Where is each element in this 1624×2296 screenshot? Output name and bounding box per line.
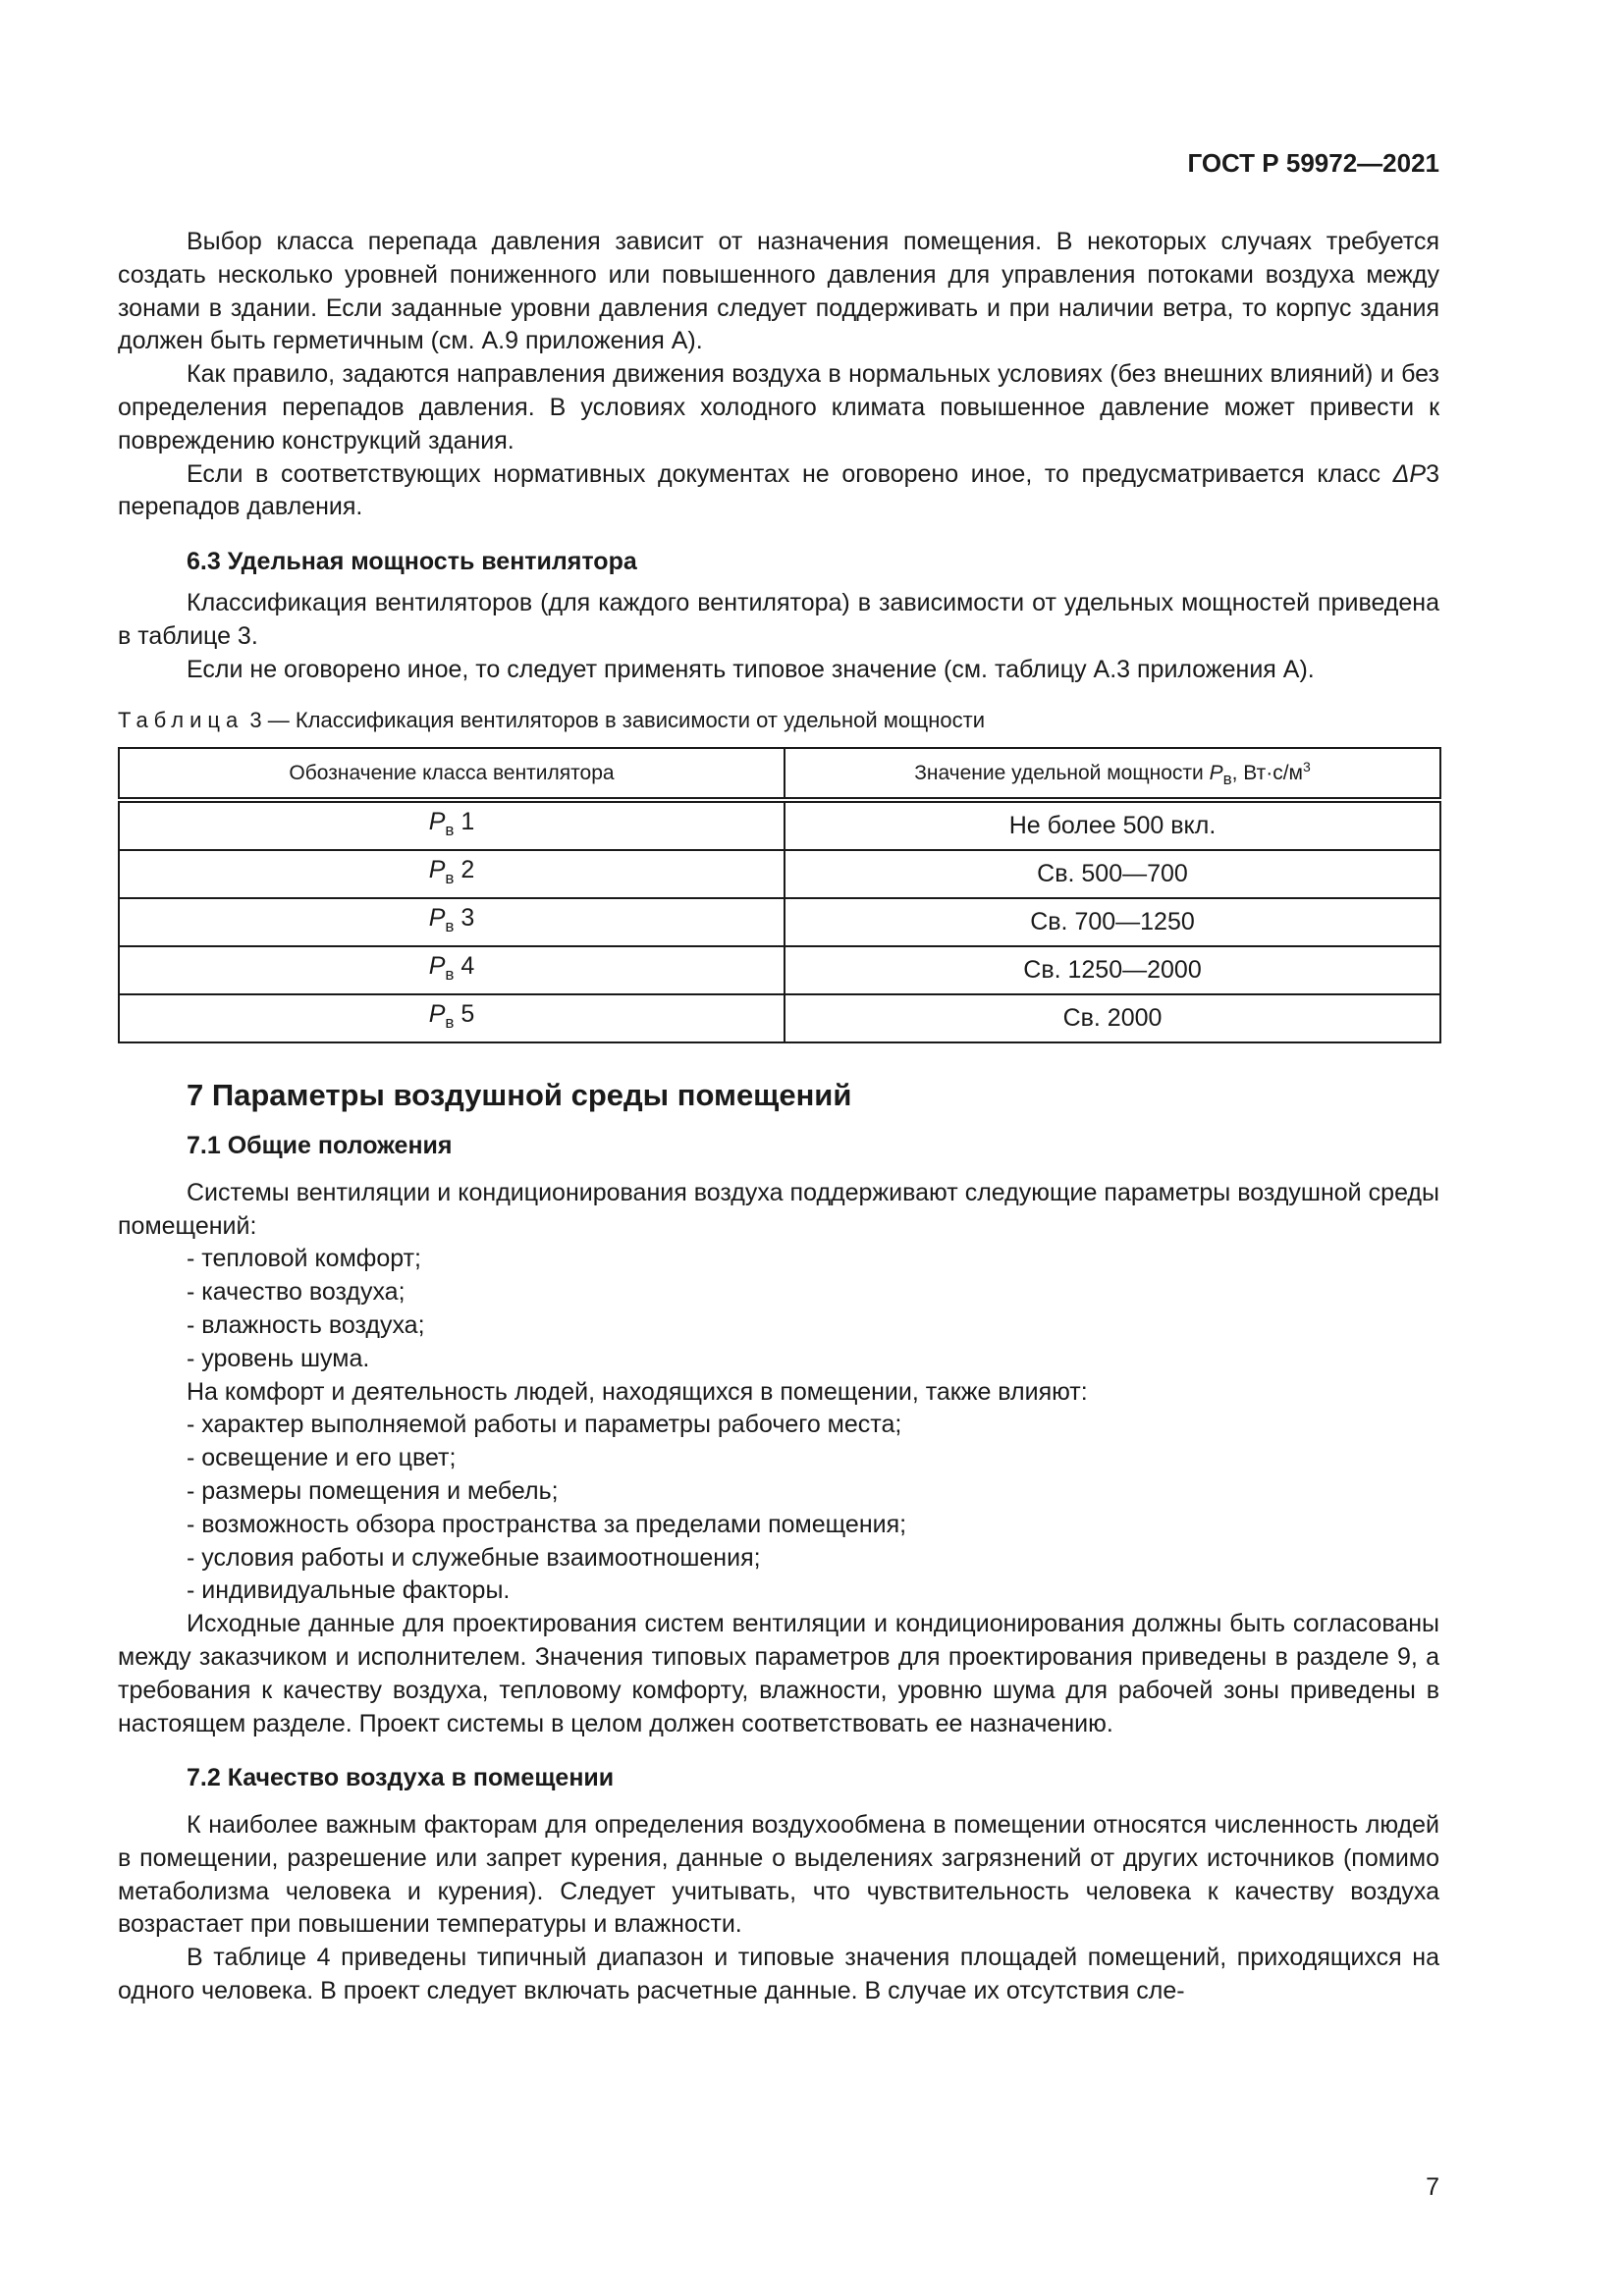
value-cell: Св. 500—700 bbox=[785, 850, 1440, 898]
paragraph: На комфорт и деятельность людей, находящихся в помещении, также влияют: bbox=[187, 1377, 1088, 1406]
value-cell: Св. 2000 bbox=[785, 994, 1440, 1042]
list-item: - индивидуальные факторы. bbox=[187, 1576, 511, 1605]
class-cell: $P_в$ 2 bbox=[119, 850, 785, 898]
list-item: - тепловой комфорт; bbox=[187, 1245, 422, 1273]
section-heading-7-2: 7.2 Качество воздуха в помещении bbox=[187, 1764, 615, 1792]
column-header-class: Обозначение класса вентилятора bbox=[119, 748, 785, 800]
paragraph: Если не оговорено иное, то следует применять типовое значение (см. таблицу А.3 приложения А). bbox=[187, 655, 1315, 683]
paragraph: В таблице 4 приведены типичный диапазон и типовые значения площадей помещений, приходящихся на одного человека. В проект следует включать расчетные данные. В случае их отсутствия сле- bbox=[118, 1944, 1439, 2005]
text: , Вт·с/м bbox=[1231, 761, 1303, 784]
list-item: - освещение и его цвет; bbox=[187, 1444, 457, 1472]
caption-label: Таблица bbox=[118, 708, 244, 733]
text: Если в соответствующих нормативных документах не оговорено иное, то предусматривается класс bbox=[187, 459, 1393, 488]
list-item: - возможность обзора пространства за пределами помещения; bbox=[187, 1510, 907, 1538]
page-body bbox=[118, 0, 1439, 2008]
value-cell: Св. 700—1250 bbox=[785, 898, 1440, 946]
list-item: - качество воздуха; bbox=[187, 1278, 406, 1307]
list-item: - условия работы и служебные взаимоотношения; bbox=[187, 1543, 761, 1572]
table-caption bbox=[118, 704, 1439, 737]
paragraph: Классификация вентиляторов (для каждого вентилятора) в зависимости от удельных мощностей приведена в таблице 3. bbox=[118, 588, 1439, 650]
paragraph: Системы вентиляции и кондиционирования воздуха поддерживают следующие параметры воздушной среды помещений: bbox=[118, 1178, 1439, 1240]
section-heading-6-3: 6.3 Удельная мощность вентилятора bbox=[187, 548, 637, 576]
list-item: - влажность воздуха; bbox=[187, 1310, 425, 1339]
table-row bbox=[119, 800, 1440, 850]
column-header-power bbox=[785, 748, 1440, 800]
paragraph: Исходные данные для проектирования систем вентиляции и кондиционирования должны быть согласованы между заказчиком и исполнителем. Значения типовых параметров для проектирования приведены в разделе 9, а требования к качеству воздуха, тепловому комфорту, влажности, уровню шума для рабочей зоны приведены в настоящем разделе. Проект системы в целом должен соответствовать ее назначению. bbox=[118, 1610, 1439, 1737]
list-item: - характер выполняемой работы и параметры рабочего места; bbox=[187, 1411, 902, 1439]
delta-p-symbol: ΔP bbox=[1392, 459, 1427, 488]
table-row bbox=[119, 994, 1440, 1042]
page-number: 7 bbox=[1426, 2173, 1439, 2201]
text: P bbox=[1209, 761, 1223, 784]
section-heading-7: 7 Параметры воздушной среды помещений bbox=[187, 1078, 852, 1113]
class-cell: $P_в$ 3 bbox=[119, 898, 785, 946]
class-cell: $P_в$ 1 bbox=[119, 800, 785, 850]
text: Значение удельной мощности bbox=[914, 761, 1210, 784]
class-cell: $P_в$ 5 bbox=[119, 994, 785, 1042]
table-row bbox=[119, 898, 1440, 946]
paragraph: К наиболее важным факторам для определения воздухообмена в помещении относятся численность людей в помещении, разрешение или запрет курения, данные о выделениях загрязнений от других источников (помимо метаболизма человека и курения). Следует учитывать, что чувствительность человека к качеству воздуха возрастает при повышении температуры и влажности. bbox=[118, 1811, 1439, 1939]
text: в bbox=[1222, 769, 1232, 788]
class-cell: $P_в$ 4 bbox=[119, 946, 785, 994]
table-header-row bbox=[119, 748, 1440, 800]
caption-text: 3 — Классификация вентиляторов в зависимости от удельной мощности bbox=[244, 708, 986, 733]
list-item: - уровень шума. bbox=[187, 1344, 370, 1372]
paragraph: Как правило, задаются направления движения воздуха в нормальных условиях (без внешних влияний) и без определения перепадов давления. В условиях холодного климата повышенное давление может привести к повреждению конструкций здания. bbox=[118, 360, 1439, 454]
section-heading-7-1: 7.1 Общие положения bbox=[187, 1131, 453, 1159]
document-code-header: ГОСТ Р 59972—2021 bbox=[1187, 148, 1439, 178]
paragraph: Выбор класса перепада давления зависит от назначения помещения. В некоторых случаях требуется создать несколько уровней пониженного или повышенного давления для управления потоками воздуха между зонами в здании. Если заданные уровни давления следует поддерживать и при наличии ветра, то корпус здания должен быть герметичным (см. А.9 приложения А). bbox=[118, 228, 1439, 355]
text: 3 bbox=[1303, 758, 1311, 774]
value-cell: Св. 1250—2000 bbox=[785, 946, 1440, 994]
fan-class-table bbox=[118, 747, 1441, 1043]
table-row bbox=[119, 946, 1440, 994]
text: 3 перепадов давления. bbox=[118, 459, 1439, 521]
paragraph bbox=[118, 458, 1439, 525]
value-cell: Не более 500 вкл. bbox=[785, 800, 1440, 850]
table-row bbox=[119, 850, 1440, 898]
list-item: - размеры помещения и мебель; bbox=[187, 1476, 559, 1505]
